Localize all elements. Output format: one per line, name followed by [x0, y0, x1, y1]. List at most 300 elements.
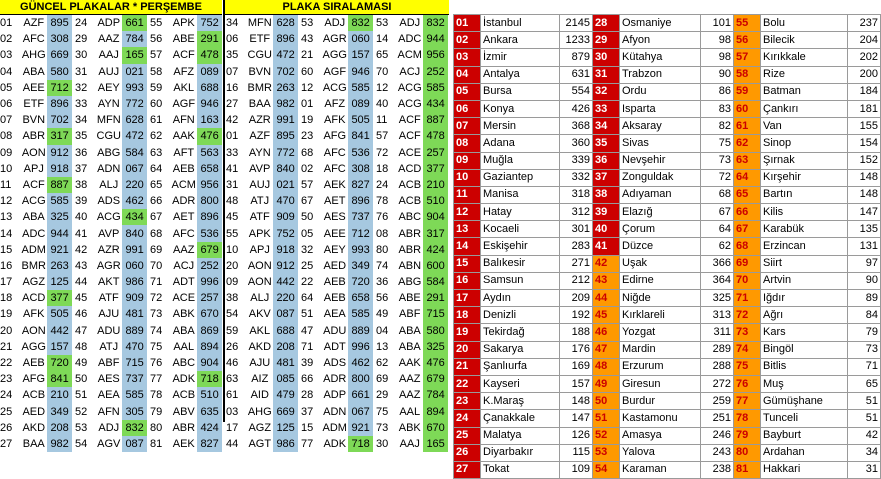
plate-number: 840 [273, 161, 298, 177]
plate-province: 24 [376, 178, 389, 191]
plate-province: 53 [301, 17, 314, 30]
plate-row [150, 209, 222, 225]
plate-row [75, 290, 147, 306]
plate-number: 956 [197, 177, 222, 193]
plate-row [75, 242, 147, 258]
plate-province: 55 [150, 17, 163, 30]
plate-number: 827 [197, 436, 222, 452]
plate-province: 45 [226, 211, 239, 224]
plate-province: 11 [0, 178, 12, 191]
city-name: Rize [761, 66, 848, 83]
rank-number: 57 [734, 49, 761, 66]
plate-number: 317 [47, 128, 72, 144]
city-name: Kırşehir [761, 169, 848, 186]
rank-number: 60 [734, 100, 761, 117]
city-count: 288 [701, 358, 734, 375]
plate-row [301, 80, 373, 96]
city-count: 360 [560, 135, 593, 152]
plate-province: 50 [301, 211, 314, 224]
plate-row [75, 47, 147, 63]
ranking-row [454, 204, 881, 221]
plate-province: 48 [226, 195, 239, 208]
plate-row [376, 404, 448, 420]
city-count: 152 [848, 152, 881, 169]
city-name: Aydın [481, 290, 560, 307]
rank-number: 11 [454, 186, 481, 203]
plate-province: 19 [0, 308, 13, 321]
plate-province: 69 [150, 243, 163, 256]
city-name: Karaman [620, 461, 701, 478]
plate-letters: ADU [97, 324, 121, 337]
rank-number: 81 [734, 461, 761, 478]
city-count: 368 [560, 118, 593, 135]
plate-row [376, 177, 448, 193]
plate-letters: AEK [172, 437, 195, 450]
rank-number: 80 [734, 444, 761, 461]
plate-letters: ACD [398, 162, 422, 175]
plate-letters: AZR [248, 114, 271, 127]
plate-number: 585 [47, 193, 72, 209]
plate-row [376, 209, 448, 225]
plate-letters: ADN [323, 405, 347, 418]
plate-number: 712 [47, 80, 72, 96]
plate-row [376, 193, 448, 209]
plate-number: 715 [423, 306, 448, 322]
rank-number: 07 [454, 118, 481, 135]
rank-number: 05 [454, 83, 481, 100]
city-name: Batman [761, 83, 848, 100]
plate-row [0, 177, 72, 193]
plate-letters: AEB [22, 357, 45, 370]
plate-letters: MFN [96, 114, 121, 127]
plate-province: 22 [0, 357, 13, 370]
city-count: 148 [848, 186, 881, 203]
plate-province: 47 [301, 324, 314, 337]
plate-row [226, 64, 298, 80]
city-name: Elazığ [620, 204, 701, 221]
plate-row [301, 209, 373, 225]
plate-letters: ADJ [98, 421, 120, 434]
city-name: Ordu [620, 83, 701, 100]
plate-row [301, 274, 373, 290]
city-count: 73 [848, 341, 881, 358]
plate-row [226, 161, 298, 177]
plate-letters: ACE [398, 146, 422, 159]
plate-row [150, 193, 222, 209]
plate-province: 20 [226, 259, 239, 272]
city-count: 192 [560, 307, 593, 324]
plate-number: 661 [122, 15, 147, 31]
plate-row [376, 128, 448, 144]
plate-letters: AGZ [248, 421, 272, 434]
ranking-row [454, 272, 881, 289]
plate-number: 841 [348, 128, 373, 144]
ranking-row [454, 83, 881, 100]
plate-province: 40 [75, 211, 88, 224]
plates-panel [0, 0, 452, 450]
plate-province: 23 [0, 373, 13, 386]
plate-number: 896 [47, 96, 72, 112]
plate-province: 04 [376, 324, 389, 337]
plate-letters: ADT [323, 340, 346, 353]
plate-number: 894 [197, 339, 222, 355]
city-name: Ağrı [761, 307, 848, 324]
plate-letters: AGF [172, 98, 196, 111]
rank-number: 04 [454, 66, 481, 83]
plate-province: 03 [226, 405, 239, 418]
plate-number: 089 [348, 96, 373, 112]
city-name: Diyarbakır [481, 444, 560, 461]
rank-number: 29 [593, 32, 620, 49]
rank-number: 10 [454, 169, 481, 186]
left-header: GÜNCEL PLAKALAR * PERŞEMBE [0, 0, 222, 15]
plate-number: 718 [348, 436, 373, 452]
plate-province: 72 [376, 146, 389, 159]
ranking-row [454, 341, 881, 358]
plate-letters: ABG [398, 276, 422, 289]
plate-row [301, 96, 373, 112]
rank-number: 64 [734, 169, 761, 186]
city-name: Tokat [481, 461, 560, 478]
plate-province: 43 [75, 259, 88, 272]
plate-letters: AET [173, 211, 195, 224]
plate-row [0, 128, 72, 144]
plate-letters: ADN [97, 162, 121, 175]
plate-number: 087 [122, 436, 147, 452]
plate-number: 827 [348, 177, 373, 193]
plate-number: 909 [273, 209, 298, 225]
plate-row [75, 258, 147, 274]
plate-number: 263 [47, 258, 72, 274]
city-count: 83 [701, 100, 734, 117]
city-count: 212 [560, 272, 593, 289]
city-count: 90 [848, 272, 881, 289]
plate-row [301, 193, 373, 209]
plate-row [75, 436, 147, 452]
rank-number: 68 [734, 238, 761, 255]
plate-row [75, 193, 147, 209]
plate-number: 377 [423, 161, 448, 177]
plate-letters: AFK [23, 308, 45, 321]
city-name: Manisa [481, 186, 560, 203]
plate-province: 57 [301, 178, 314, 191]
plate-number: 737 [348, 209, 373, 225]
rank-number: 18 [454, 307, 481, 324]
city-count: 283 [560, 238, 593, 255]
ranking-row [454, 444, 881, 461]
plate-number: 505 [47, 306, 72, 322]
plate-letters: ADJ [399, 17, 421, 30]
plate-number: 918 [47, 161, 72, 177]
city-count: 126 [560, 427, 593, 444]
plate-letters: AKD [22, 421, 46, 434]
plate-letters: AEE [22, 81, 45, 94]
plate-letters: ACF [22, 178, 45, 191]
plate-province: 33 [75, 98, 88, 111]
plate-number: 472 [273, 47, 298, 63]
plate-row [226, 290, 298, 306]
plate-province: 72 [150, 292, 163, 305]
city-name: Muş [761, 375, 848, 392]
ranking-row [454, 238, 881, 255]
plate-province: 71 [301, 340, 314, 353]
plate-row [226, 193, 298, 209]
plate-letters: AGG [322, 49, 347, 62]
city-name: Afyon [620, 32, 701, 49]
plate-province: 38 [226, 292, 239, 305]
rank-number: 61 [734, 118, 761, 135]
city-count: 65 [848, 375, 881, 392]
plate-row [150, 323, 222, 339]
plate-row [0, 145, 72, 161]
plate-number: 670 [197, 306, 222, 322]
plate-row [150, 96, 222, 112]
plate-letters: ACJ [399, 65, 421, 78]
plate-letters: ALJ [99, 178, 119, 191]
plate-number: 889 [122, 323, 147, 339]
city-name: Niğde [620, 290, 701, 307]
plate-number: 712 [348, 225, 373, 241]
ranking-row [454, 221, 881, 238]
rank-number: 69 [734, 255, 761, 272]
plate-number: 841 [47, 371, 72, 387]
city-name: Çankırı [761, 100, 848, 117]
plate-number: 563 [197, 145, 222, 161]
rank-number: 08 [454, 135, 481, 152]
plate-province: 41 [75, 227, 88, 240]
plate-letters: AFT [173, 146, 195, 159]
rank-number: 65 [734, 186, 761, 203]
ranking-row [454, 290, 881, 307]
plate-number: 944 [47, 225, 72, 241]
plate-row [376, 420, 448, 436]
plate-letters: AAL [173, 340, 195, 353]
ranking-row [454, 100, 881, 117]
plate-province: 06 [226, 33, 239, 46]
plate-letters: AAK [172, 130, 195, 143]
plate-number: 986 [273, 436, 298, 452]
plate-province: 34 [226, 17, 239, 30]
city-name: Bilecik [761, 32, 848, 49]
plate-number: 060 [348, 31, 373, 47]
plate-row [150, 290, 222, 306]
plate-row [75, 355, 147, 371]
rank-number: 40 [593, 221, 620, 238]
city-count: 251 [701, 410, 734, 427]
plate-province: 10 [226, 243, 239, 256]
plate-province: 09 [226, 276, 239, 289]
plate-row [0, 355, 72, 371]
plate-province: 78 [150, 389, 163, 402]
plate-province: 76 [150, 357, 163, 370]
rank-number: 37 [593, 169, 620, 186]
plate-row [226, 242, 298, 258]
city-name: Kütahya [620, 49, 701, 66]
plate-row [226, 323, 298, 339]
plate-province: 30 [376, 437, 389, 450]
plate-row [75, 64, 147, 80]
plate-province: 62 [376, 357, 389, 370]
rank-number: 59 [734, 83, 761, 100]
rank-number: 26 [454, 444, 481, 461]
rank-number: 62 [734, 135, 761, 152]
plate-province: 56 [376, 292, 389, 305]
city-name: Bitlis [761, 358, 848, 375]
city-name: Sivas [620, 135, 701, 152]
ranking-row [454, 427, 881, 444]
plate-row [301, 31, 373, 47]
plate-number: 478 [423, 128, 448, 144]
plate-province: 32 [75, 81, 88, 94]
city-count: 64 [701, 221, 734, 238]
plate-province: 75 [376, 405, 389, 418]
plate-number: 481 [122, 306, 147, 322]
plate-letters: AHG [21, 49, 46, 62]
rank-number: 56 [734, 32, 761, 49]
plate-province: 31 [226, 178, 239, 191]
plate-row [75, 371, 147, 387]
plate-letters: AEA [97, 389, 120, 402]
plate-province: 60 [150, 98, 163, 111]
city-name: Düzce [620, 238, 701, 255]
plate-number: 157 [348, 47, 373, 63]
plate-province: 62 [150, 130, 163, 143]
plate-number: 896 [348, 193, 373, 209]
city-count: 34 [848, 444, 881, 461]
plate-province: 77 [301, 437, 314, 450]
city-count: 67 [701, 204, 734, 221]
plate-letters: ABF [98, 357, 120, 370]
city-count: 176 [560, 341, 593, 358]
plate-row [75, 225, 147, 241]
rank-number: 78 [734, 410, 761, 427]
plate-number: 909 [122, 290, 147, 306]
city-count: 72 [701, 169, 734, 186]
plate-letters: ACD [22, 292, 46, 305]
plate-province: 35 [226, 49, 239, 62]
plate-province: 69 [376, 373, 389, 386]
plate-number: 325 [423, 339, 448, 355]
ranking-row [454, 255, 881, 272]
plate-letters: ETF [23, 98, 45, 111]
plate-row [301, 323, 373, 339]
plate-number: 921 [348, 420, 373, 436]
plate-letters: AET [324, 195, 346, 208]
plate-province: 21 [0, 340, 13, 353]
plate-number: 669 [47, 47, 72, 63]
rank-number: 21 [454, 358, 481, 375]
plate-province: 12 [0, 195, 13, 208]
plate-row [150, 47, 222, 63]
plate-letters: ADC [22, 227, 46, 240]
city-name: Giresun [620, 375, 701, 392]
plate-row [0, 371, 72, 387]
plate-province: 66 [301, 373, 314, 386]
plate-number: 784 [122, 31, 147, 47]
city-name: Samsun [481, 272, 560, 289]
plate-number: 991 [122, 242, 147, 258]
plate-letters: AAZ [173, 243, 195, 256]
plate-row [226, 339, 298, 355]
plate-number: 715 [122, 355, 147, 371]
plate-province: 22 [301, 276, 314, 289]
plate-number: 944 [423, 31, 448, 47]
plate-letters: ABC [172, 357, 196, 370]
plate-province: 66 [150, 195, 163, 208]
plate-row [75, 339, 147, 355]
city-count: 364 [701, 272, 734, 289]
city-name: Mardin [620, 341, 701, 358]
plate-number: 481 [273, 355, 298, 371]
plate-letters: AFC [323, 146, 346, 159]
plate-province: 31 [75, 65, 88, 78]
plate-number: 628 [122, 112, 147, 128]
plate-letters: AAJ [399, 437, 420, 450]
city-count: 90 [701, 66, 734, 83]
plate-number: 442 [47, 323, 72, 339]
plate-number: 993 [348, 242, 373, 258]
plate-letters: ABV [172, 405, 195, 418]
plate-letters: AAZ [399, 373, 421, 386]
plate-province: 59 [150, 81, 163, 94]
plate-number: 349 [348, 258, 373, 274]
city-count: 311 [701, 324, 734, 341]
plate-row [301, 371, 373, 387]
city-name: Bayburt [761, 427, 848, 444]
plate-number: 580 [47, 64, 72, 80]
rank-number: 41 [593, 238, 620, 255]
plate-row [301, 339, 373, 355]
plate-row [226, 128, 298, 144]
rank-number: 31 [593, 66, 620, 83]
plate-letters: ABR [398, 243, 422, 256]
plate-province: 20 [0, 324, 13, 337]
plate-number: 424 [423, 242, 448, 258]
plate-row [226, 209, 298, 225]
plate-number: 434 [122, 209, 147, 225]
plate-letters: AAL [399, 405, 421, 418]
city-count: 68 [701, 186, 734, 203]
plate-letters: ADM [21, 243, 46, 256]
ranking-row [454, 15, 881, 32]
plate-province: 70 [376, 65, 389, 78]
city-count: 2145 [560, 15, 593, 32]
rank-number: 67 [734, 221, 761, 238]
plate-number: 536 [197, 225, 222, 241]
plate-province: 58 [150, 65, 163, 78]
plate-row [376, 31, 448, 47]
plate-letters: AJU [249, 357, 271, 370]
rank-number: 17 [454, 290, 481, 307]
plate-province: 45 [75, 292, 88, 305]
plate-province: 16 [0, 259, 13, 272]
plate-number: 688 [273, 323, 298, 339]
plate-row [0, 96, 72, 112]
rank-number: 22 [454, 375, 481, 392]
plate-province: 54 [226, 308, 239, 321]
city-count: 318 [560, 186, 593, 203]
city-name: Siirt [761, 255, 848, 272]
city-name: Kocaeli [481, 221, 560, 238]
plate-letters: BMR [247, 81, 272, 94]
plate-letters: AGV [97, 437, 121, 450]
plate-row [226, 420, 298, 436]
plate-province: 75 [150, 340, 163, 353]
plate-letters: AKV [248, 308, 271, 321]
plate-row [75, 31, 147, 47]
plate-row [226, 47, 298, 63]
rank-number: 27 [454, 461, 481, 478]
